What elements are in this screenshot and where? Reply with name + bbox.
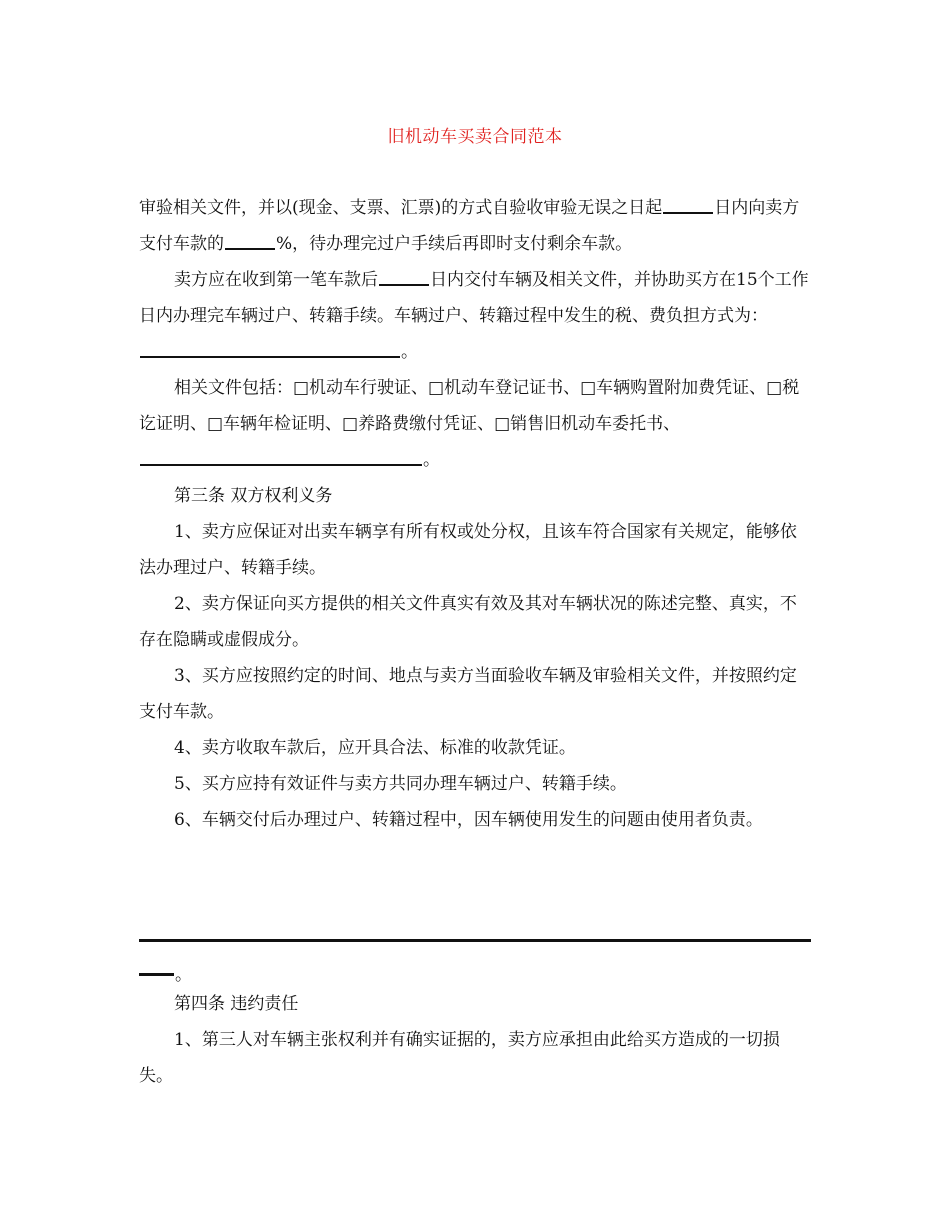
list-item: 3、买方应按照约定的时间、地点与卖方当面验收车辆及审验相关文件，并按照约定支付车款。 [139, 666, 797, 722]
list-item: 6、车辆交付后办理过户、转籍过程中，因车辆使用发生的问题由使用者负责。 [174, 810, 763, 830]
blank-end-mark: 。 [175, 965, 192, 985]
list-item: 1、第三人对车辆主张权利并有确实证据的，卖方应承担由此给买方造成的一切损失。 [139, 1030, 780, 1086]
blank-line [140, 356, 400, 358]
blank-line [379, 284, 429, 286]
paragraph-text: 日内交付车辆及相关文件，并协助买方在15个工作日内办理完车辆过户、转籍手续。车辆过户、转籍过程中发生的税、费负担方式为： [139, 270, 809, 326]
paragraph-text: 。 [401, 342, 418, 362]
paragraph-documents [139, 370, 811, 478]
section-heading: 第四条 违约责任 [174, 994, 299, 1014]
list-item: 1、卖方应保证对出卖车辆享有所有权或处分权，且该车符合国家有关规定，能够依法办理过户、转籍手续。 [139, 522, 797, 578]
paragraph-text: 相关文件包括：□机动车行驶证、□机动车登记证书、□车辆购置附加费凭证、□税讫证明、□车辆年检证明、□养路费缴付凭证、□销售旧机动车委托书、 [139, 378, 800, 434]
blank-line [663, 212, 713, 214]
list-item: 4、卖方收取车款后，应开具合法、标准的收款凭证。 [174, 738, 576, 758]
list-item: 5、买方应持有效证件与卖方共同办理车辆过户、转籍手续。 [174, 774, 627, 794]
paragraph-text: %，待办理完过户手续后再即时支付剩余车款。 [276, 234, 633, 254]
section-heading: 第三条 双方权利义务 [174, 486, 333, 506]
paragraph-text: 日内向卖方支付车款的 [139, 198, 800, 254]
paragraph-payment [139, 190, 811, 262]
document-title: 旧机动车买卖合同范本 [387, 127, 563, 147]
paragraph-delivery [139, 262, 811, 370]
blank-line [139, 939, 811, 942]
blank-line [139, 973, 174, 976]
paragraph-text: 。 [423, 450, 440, 470]
paragraph-text: 审验相关文件，并以(现金、支票、汇票)的方式自验收审验无误之日起 [139, 198, 663, 218]
paragraph-text: 卖方应在收到第一笔车款后 [174, 270, 378, 290]
list-item: 2、卖方保证向买方提供的相关文件真实有效及其对车辆状况的陈述完整、真实，不存在隐瞒或虚假成分。 [139, 594, 797, 650]
blank-line [140, 464, 422, 466]
blank-line [225, 248, 275, 250]
